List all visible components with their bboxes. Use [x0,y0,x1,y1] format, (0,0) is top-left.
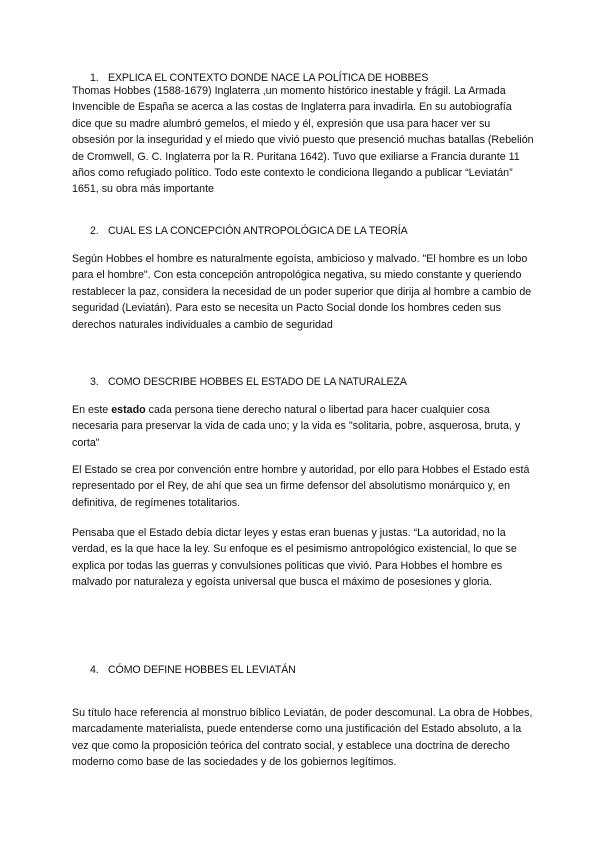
section-number: 4. [90,664,99,676]
section-4-heading [90,664,296,676]
bold-term: estado [111,404,146,416]
section-number: 2. [90,225,99,237]
section-3-paragraph-3: Pensaba que el Estado debía dictar leyes y estas eran buenas y justas. “La autoridad, no la verdad, es la que hace la ley. Su enfoque es el pesimismo antropológico existencial, lo que se explica por todas las guerras y convulsiones políticas que vivió. Para Hobbes el hombre es malvado por naturaleza y egoísta universal que busca el máximo de posesiones y gloria. [72,527,517,589]
section-number: 3. [90,376,99,388]
section-1-paragraph: Thomas Hobbes (1588-1679) Inglaterra ,un momento histórico inestable y frágil. La Armada Invencible de España se acerca a las costas de Inglaterra para invadirla. En su autobiografía dice que su madre alumbró gemelos, el miedo y él, expresión que usa para hacer ver su obsesión por la inseguridad y el miedo que vivió puesto que presenció muchas batallas (Rebelión de Cromwell, G. C. Inglaterra por la R. Puritana 1642). Tuvo que exiliarse a Francia durante 11 años como refugiado político. Todo este contexto le condiciona llegando a publicar “Leviatán” 1651, su obra más importante [72,85,534,196]
paragraph-text: cada persona tiene derecho natural o libertad para hacer cualquier cosa necesaria para preservar la vida de cada uno; y la vida es "solitaria, pobre, asquerosa, bruta, y corta" [72,404,521,449]
heading-text: CÓMO DEFINE HOBBES EL LEVIATÁN [108,664,296,676]
heading-text: EXPLICA EL CONTEXTO DONDE NACE LA POLÍTICA DE HOBBES [108,72,429,84]
heading-text: COMO DESCRIBE HOBBES EL ESTADO DE LA NATURALEZA [108,376,407,388]
paragraph-text: En este [72,404,112,416]
heading-text: CUAL ES LA CONCEPCIÓN ANTROPOLÓGICA DE LA TEORÍA [108,225,408,237]
section-3-paragraph-1 [72,402,534,451]
section-3-heading [90,376,407,388]
section-2-heading [90,225,408,237]
section-4-paragraph: Su título hace referencia al monstruo bíblico Leviatán, de poder descomunal. La obra de Hobbes, marcadamente materialista, puede entenderse como una justificación del Estado absoluto, a la vez que como la proposición teórica del contrato social, y establece una doctrina de derecho moderno como base de las sociedades y de los gobiernos legítimos. [72,707,533,769]
section-2-paragraph: Según Hobbes el hombre es naturalmente egoísta, ambicioso y malvado. "El hombre es un lobo para el hombre". Con esta concepción antropológica negativa, su miedo constante y queriendo restablecer la paz, considera la necesidad de un poder superior que dirija al hombre a cambio de seguridad (Leviatán). Para esto se necesita un Pacto Social donde los hombres ceden sus derechos naturales individuales a cambio de seguridad [72,253,532,331]
section-number: 1. [90,72,99,84]
section-3-paragraph-2: El Estado se crea por convención entre hombre y autoridad, por ello para Hobbes el Estado está representado por el Rey, de ahí que sea un firme defensor del absolutismo monárquico y, en definitiva, de regímenes totalitarios. [72,464,530,509]
